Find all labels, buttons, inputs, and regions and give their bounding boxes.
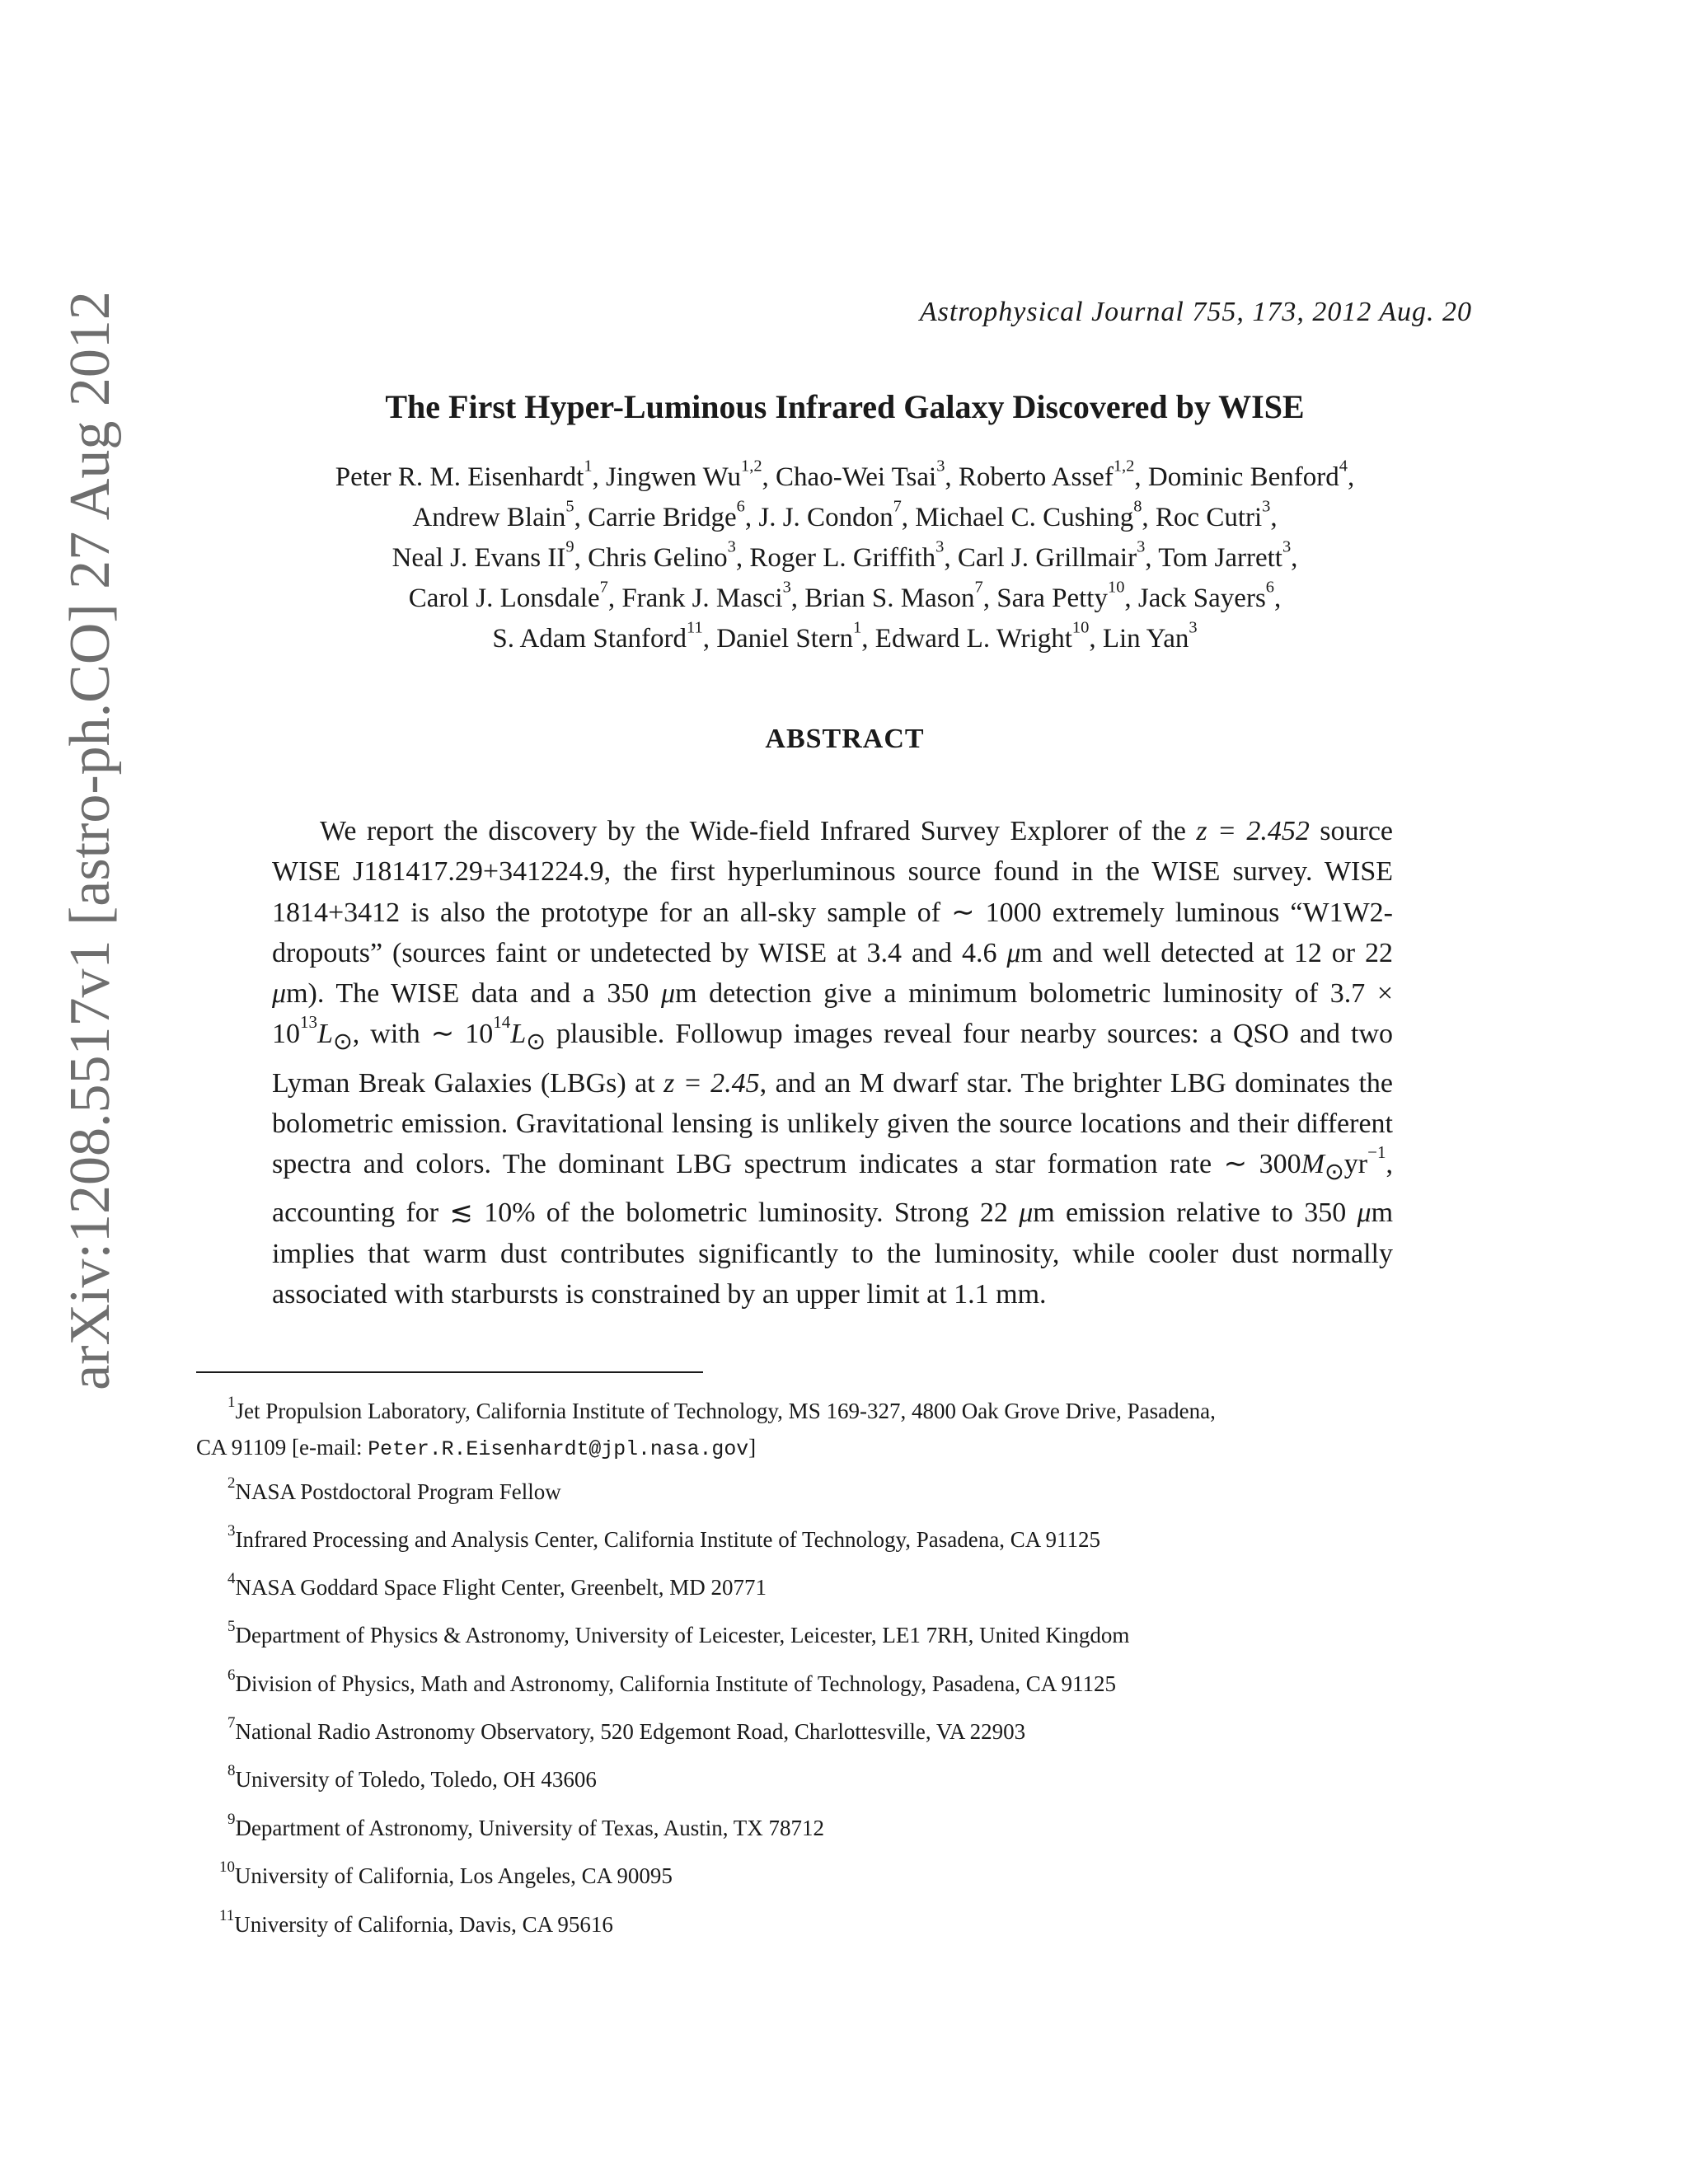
author-list: Peter R. M. Eisenhardt$^1$, Jingwen Wu$^{1,2}$, Chao-Wei Tsai$^3$, Roberto Assef$^{1,2}$, Dominic Benford$^4$, Andrew Blain$^5$, Carrie Bridge$^6$, J. J. Condon$^7$, Michael C. Cushing$^8$, Roc Cutri$^3$, Neal J. Evans $II^9$, Chris Gelino$^3$, Roger L. Griffith$^3$, Carl J. Grillmair$^3$, Tom Jarrett$^3$, Carol J. Lonsdale$^7$, Frank J. Masci$^3$, Brian S. Mason$^7$, Sara Petty$^{10}$, Jack Sayers$^6$, S. Adam Stanford$^{11}$, Daniel Stern$^1$, Edward L. Wright$^{10}$, Lin Yan$^3$ [335, 457, 1355, 654]
author: Roberto Assef$^{1,2}$ [958, 457, 1135, 492]
email-link[interactable]: Peter.R.Eisenhardt@jpl.nasa.gov [368, 1438, 749, 1461]
author: Lin Yan$^3$ [1102, 618, 1198, 654]
footnote-10: $^{10}$University of California, Los Angeles, CA 90095 [219, 1858, 673, 1888]
footnote-6: $^6$Division of Physics, Math and Astronomy, California Institute of Technology, Pasadena, CA 91125 [227, 1666, 1116, 1696]
author: Peter R. M. Eisenhardt$^1$ [335, 457, 593, 492]
footnote-11: $^{11}$University of California, Davis, CA 95616 [219, 1906, 613, 1937]
footnote-1: $^1$Jet Propulsion Laboratory, California Institute of Technology, MS 169-327, 4800 Oak Grove Drive, Pasadena, CA 91109 [e-mail: Peter.R.Eisenhardt@jpl.nasa.gov] [196, 1393, 1216, 1461]
author: Roc Cutri$^3$ [1155, 497, 1271, 532]
author: Dominic Benford$^4$ [1147, 457, 1348, 492]
author: Sara Petty$^{10}$ [996, 578, 1125, 613]
author: Chao-Wei Tsai$^3$ [776, 457, 945, 492]
paper-title: The First Hyper-Luminous Infrared Galaxy Discovered by WISE [385, 388, 1305, 425]
abstract-heading: ABSTRACT [765, 724, 925, 754]
footnote-separator [196, 1371, 703, 1373]
journal-reference: Astrophysical Journal 755, 173, 2012 Aug. 20 [919, 297, 1472, 327]
footnote-3: $^3$Infrared Processing and Analysis Center, California Institute of Technology, Pasadena, CA 91125 [227, 1521, 1101, 1552]
author: Andrew Blain$^5$ [412, 497, 574, 532]
author: Chris Gelino$^3$ [588, 537, 736, 573]
footnote-5: $^5$Department of Physics & Astronomy, University of Leicester, Leicester, LE1 7RH, United Kingdom [227, 1617, 1130, 1647]
author: Tom Jarrett$^3$ [1158, 537, 1292, 573]
footnote-4: $^4$NASA Goddard Space Flight Center, Greenbelt, MD 20771 [227, 1569, 767, 1600]
author: Carl J. Grillmair$^3$ [957, 537, 1146, 573]
author: Roger L. Griffith$^3$ [749, 537, 945, 573]
footnote-9: $^9$Department of Astronomy, University of Texas, Austin, TX 78712 [227, 1810, 824, 1840]
author: Jingwen Wu$^{1,2}$ [606, 457, 762, 492]
footnote-2: $^2$NASA Postdoctoral Program Fellow [227, 1474, 561, 1504]
author: Frank J. Masci$^3$ [621, 578, 791, 613]
author: Daniel Stern$^1$ [716, 618, 862, 654]
abstract-body: We report the discovery by the Wide-field Infrared Survey Explorer of the z = 2.452 source WISE J181417.29+341224.9, the first hyperluminous source found in the WISE survey. WISE 1814+3412 is also the prototype for an all-sky sample of ∼ 1000 extremely luminous “W1W2-dropouts” (sources faint or undetected by WISE at 3.4 and 4.6 μm and well detected at 12 or 22 μm). The WISE data and a 350 μm detection give a minimum bolometric luminosity of $3.7 \times 10^{13}L_⊙$, with ∼ $10^{14}L_⊙$ plausible. Followup images reveal four nearby sources: a QSO and two Lyman Break Galaxies (LBGs) at z = 2.45, and an M dwarf star. The brighter LBG dominates the bolometric emission. Gravitational lensing is unlikely given the source locations and their different spectra and colors. The dominant LBG spectrum indicates a star formation rate ∼ $300M_⊙yr^{-1}$, accounting for ≲ 10% of the bolometric luminosity. Strong 22 μm emission relative to 350 μm implies that warm dust contributes significantly to the luminosity, while cooler dust normally associated with starbursts is constrained by an upper limit at 1.1 mm. [272, 816, 1394, 1310]
author: Jack Sayers$^6$ [1137, 578, 1275, 613]
author: Neal J. Evans $II^9$ [392, 537, 574, 573]
arxiv-identifier-stamp: arXiv:1208.5517v1 [astro-ph.CO] 27 Aug 2012 [59, 291, 122, 1390]
author: Brian S. Mason$^7$ [804, 578, 983, 613]
author: J. J. Condon$^7$ [758, 497, 902, 532]
footnote-8: $^8$University of Toledo, Toledo, OH 43606 [227, 1761, 597, 1792]
author: Edward L. Wright$^{10}$ [874, 618, 1090, 654]
author: Michael C. Cushing$^8$ [915, 497, 1142, 532]
footnote-7: $^7$National Radio Astronomy Observatory, 520 Edgemont Road, Charlottesville, VA 22903 [227, 1713, 1026, 1744]
author: Carrie Bridge$^6$ [588, 497, 745, 532]
author: S. Adam Stanford$^{11}$ [492, 618, 703, 654]
author: Carol J. Lonsdale$^7$ [408, 578, 608, 613]
